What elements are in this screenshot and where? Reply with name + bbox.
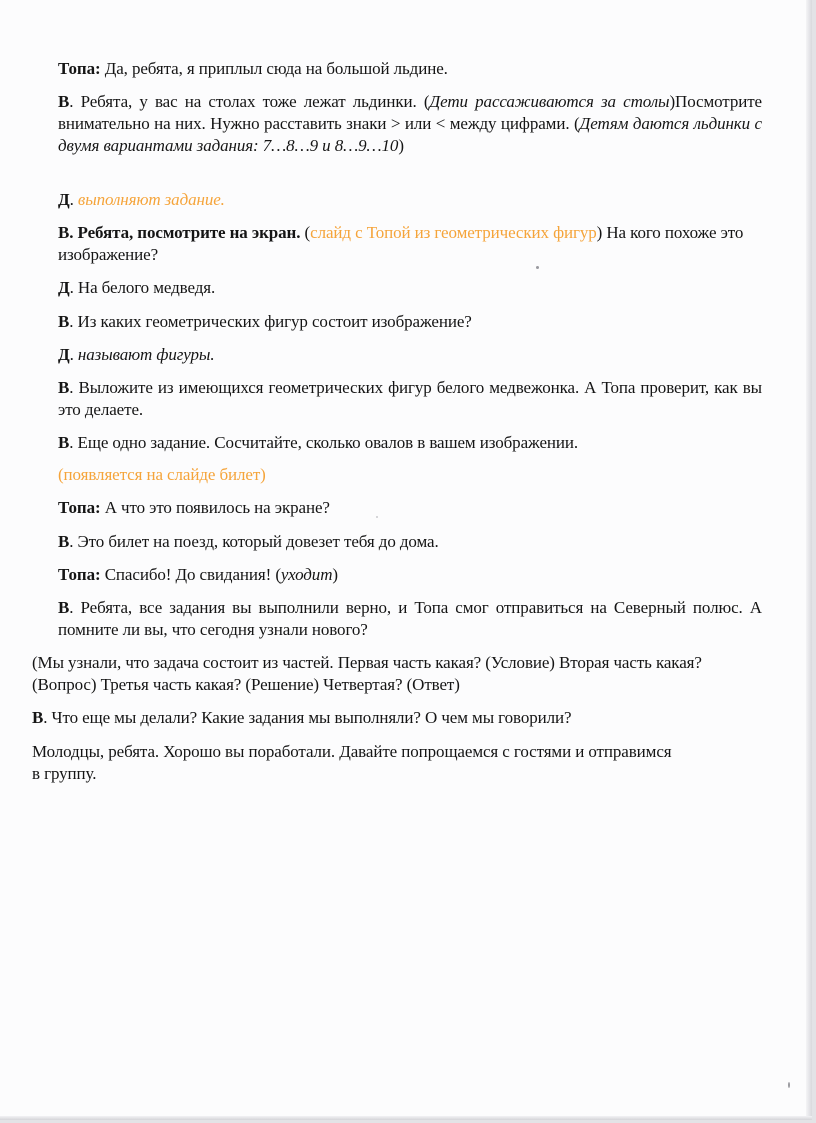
- paragraph-children-do-task: [58, 189, 762, 211]
- scan-speck: [788, 1082, 790, 1088]
- paragraph-text: . Еще одно задание. Сосчитайте, сколько овалов в вашем изображении.: [69, 433, 579, 452]
- paragraph-which-shapes: [58, 311, 762, 333]
- highlighted-direction: слайд с Топой из геометрических фигур: [310, 223, 597, 242]
- paragraph-polar-bear-answer: [58, 277, 762, 299]
- speaker-label: Топа:: [58, 59, 101, 78]
- stage-direction: называют фигуры.: [77, 345, 215, 364]
- paragraph-text: . Из каких геометрических фигур состоит изображение?: [69, 312, 472, 331]
- paragraph-what-did-we-do: [32, 707, 762, 729]
- paragraph-text: . На белого медведя.: [69, 278, 216, 297]
- paragraph-closing: [32, 741, 672, 785]
- scan-speck: [376, 516, 378, 518]
- speaker-label: В: [58, 92, 70, 111]
- paragraph-text: А что это появилось на экране?: [100, 498, 330, 517]
- speaker-label: В: [58, 433, 70, 452]
- paragraph-text: ): [332, 565, 338, 584]
- paragraph-ice-task: [58, 91, 762, 157]
- paragraph-look-at-screen: [58, 222, 762, 266]
- paragraph-text: (Мы узнали, что задача состоит из частей. Первая часть какая? (Условие) Вторая часть какая? (Вопрос) Третья часть какая? (Решение) Четвертая? (Ответ): [32, 653, 702, 694]
- speaker-label: В: [58, 378, 70, 397]
- speaker-label: Д: [58, 190, 70, 209]
- speaker-label: Топа:: [58, 565, 101, 584]
- paragraph-train-ticket: [58, 531, 762, 553]
- paragraph-topa-question: [58, 497, 762, 519]
- speaker-label: В: [58, 598, 70, 617]
- stage-direction: уходит: [280, 565, 333, 584]
- stage-direction: Дети рассаживаются за столы: [429, 92, 670, 111]
- highlighted-direction: выполняют задание.: [77, 190, 225, 209]
- paragraph-topa-arrival: [58, 58, 762, 80]
- paragraph-text: ): [398, 136, 404, 155]
- paragraph-text: . Ребята, у вас на столах тоже лежат льдинки. (: [69, 92, 430, 111]
- paragraph-ticket-slide: [58, 464, 762, 486]
- paragraph-text: .: [69, 345, 78, 364]
- paragraph-text: .: [69, 190, 78, 209]
- stage-direction: Детям даются льдинки с двумя вариантами задания: 7…8…9 и 8…9…10: [58, 114, 762, 155]
- paragraph-text: . Выложите из имеющихся геометрических фигур белого медвежонка. А Топа проверит, как вы это делаете.: [58, 378, 762, 419]
- paragraph-tasks-done: [58, 597, 762, 641]
- paragraph-build-bear: [58, 377, 762, 421]
- paragraph-name-shapes: [58, 344, 762, 366]
- paragraph-count-ovals: [58, 432, 762, 454]
- speaker-label: Д: [58, 278, 70, 297]
- paragraph-text: )Посмотрите внимательно на них. Нужно расставить знаки > или < между цифрами. (: [58, 92, 763, 133]
- paragraph-text: . Ребята, все задания вы выполнили верно, и Топа смог отправиться на Северный полюс. А помните ли вы, что сегодня узнали нового?: [58, 598, 762, 639]
- highlighted-direction: (появляется на слайде билет): [58, 465, 266, 484]
- scan-edge: [0, 1116, 812, 1120]
- speaker-label: Топа:: [58, 498, 101, 517]
- paragraph-text: . Это билет на поезд, который довезет тебя до дома.: [69, 532, 439, 551]
- speaker-label: В: [58, 312, 70, 331]
- paragraph-text: Спасибо! До свидания! (: [100, 565, 281, 584]
- paragraph-text: Да, ребята, я приплыл сюда на большой льдине.: [100, 59, 448, 78]
- paragraph-text: (: [300, 223, 311, 242]
- speaker-label: В: [58, 532, 70, 551]
- paragraph-task-parts: [32, 652, 762, 696]
- paragraph-bold-text: . Ребята, посмотрите на экран.: [69, 223, 301, 242]
- speaker-label: В: [32, 708, 44, 727]
- speaker-label: Д: [58, 345, 70, 364]
- paragraph-text: . Что еще мы делали? Какие задания мы выполняли? О чем мы говорили?: [43, 708, 572, 727]
- paragraph-text: ) На кого похоже это изображение?: [58, 223, 744, 264]
- paragraph-topa-goodbye: [58, 564, 762, 586]
- speaker-label: В: [58, 223, 70, 242]
- scan-speck: [536, 266, 539, 269]
- paragraph-text: Молодцы, ребята. Хорошо вы поработали. Давайте попрощаемся с гостями и отправимся в группу.: [32, 742, 672, 783]
- scan-edge: [806, 0, 812, 1120]
